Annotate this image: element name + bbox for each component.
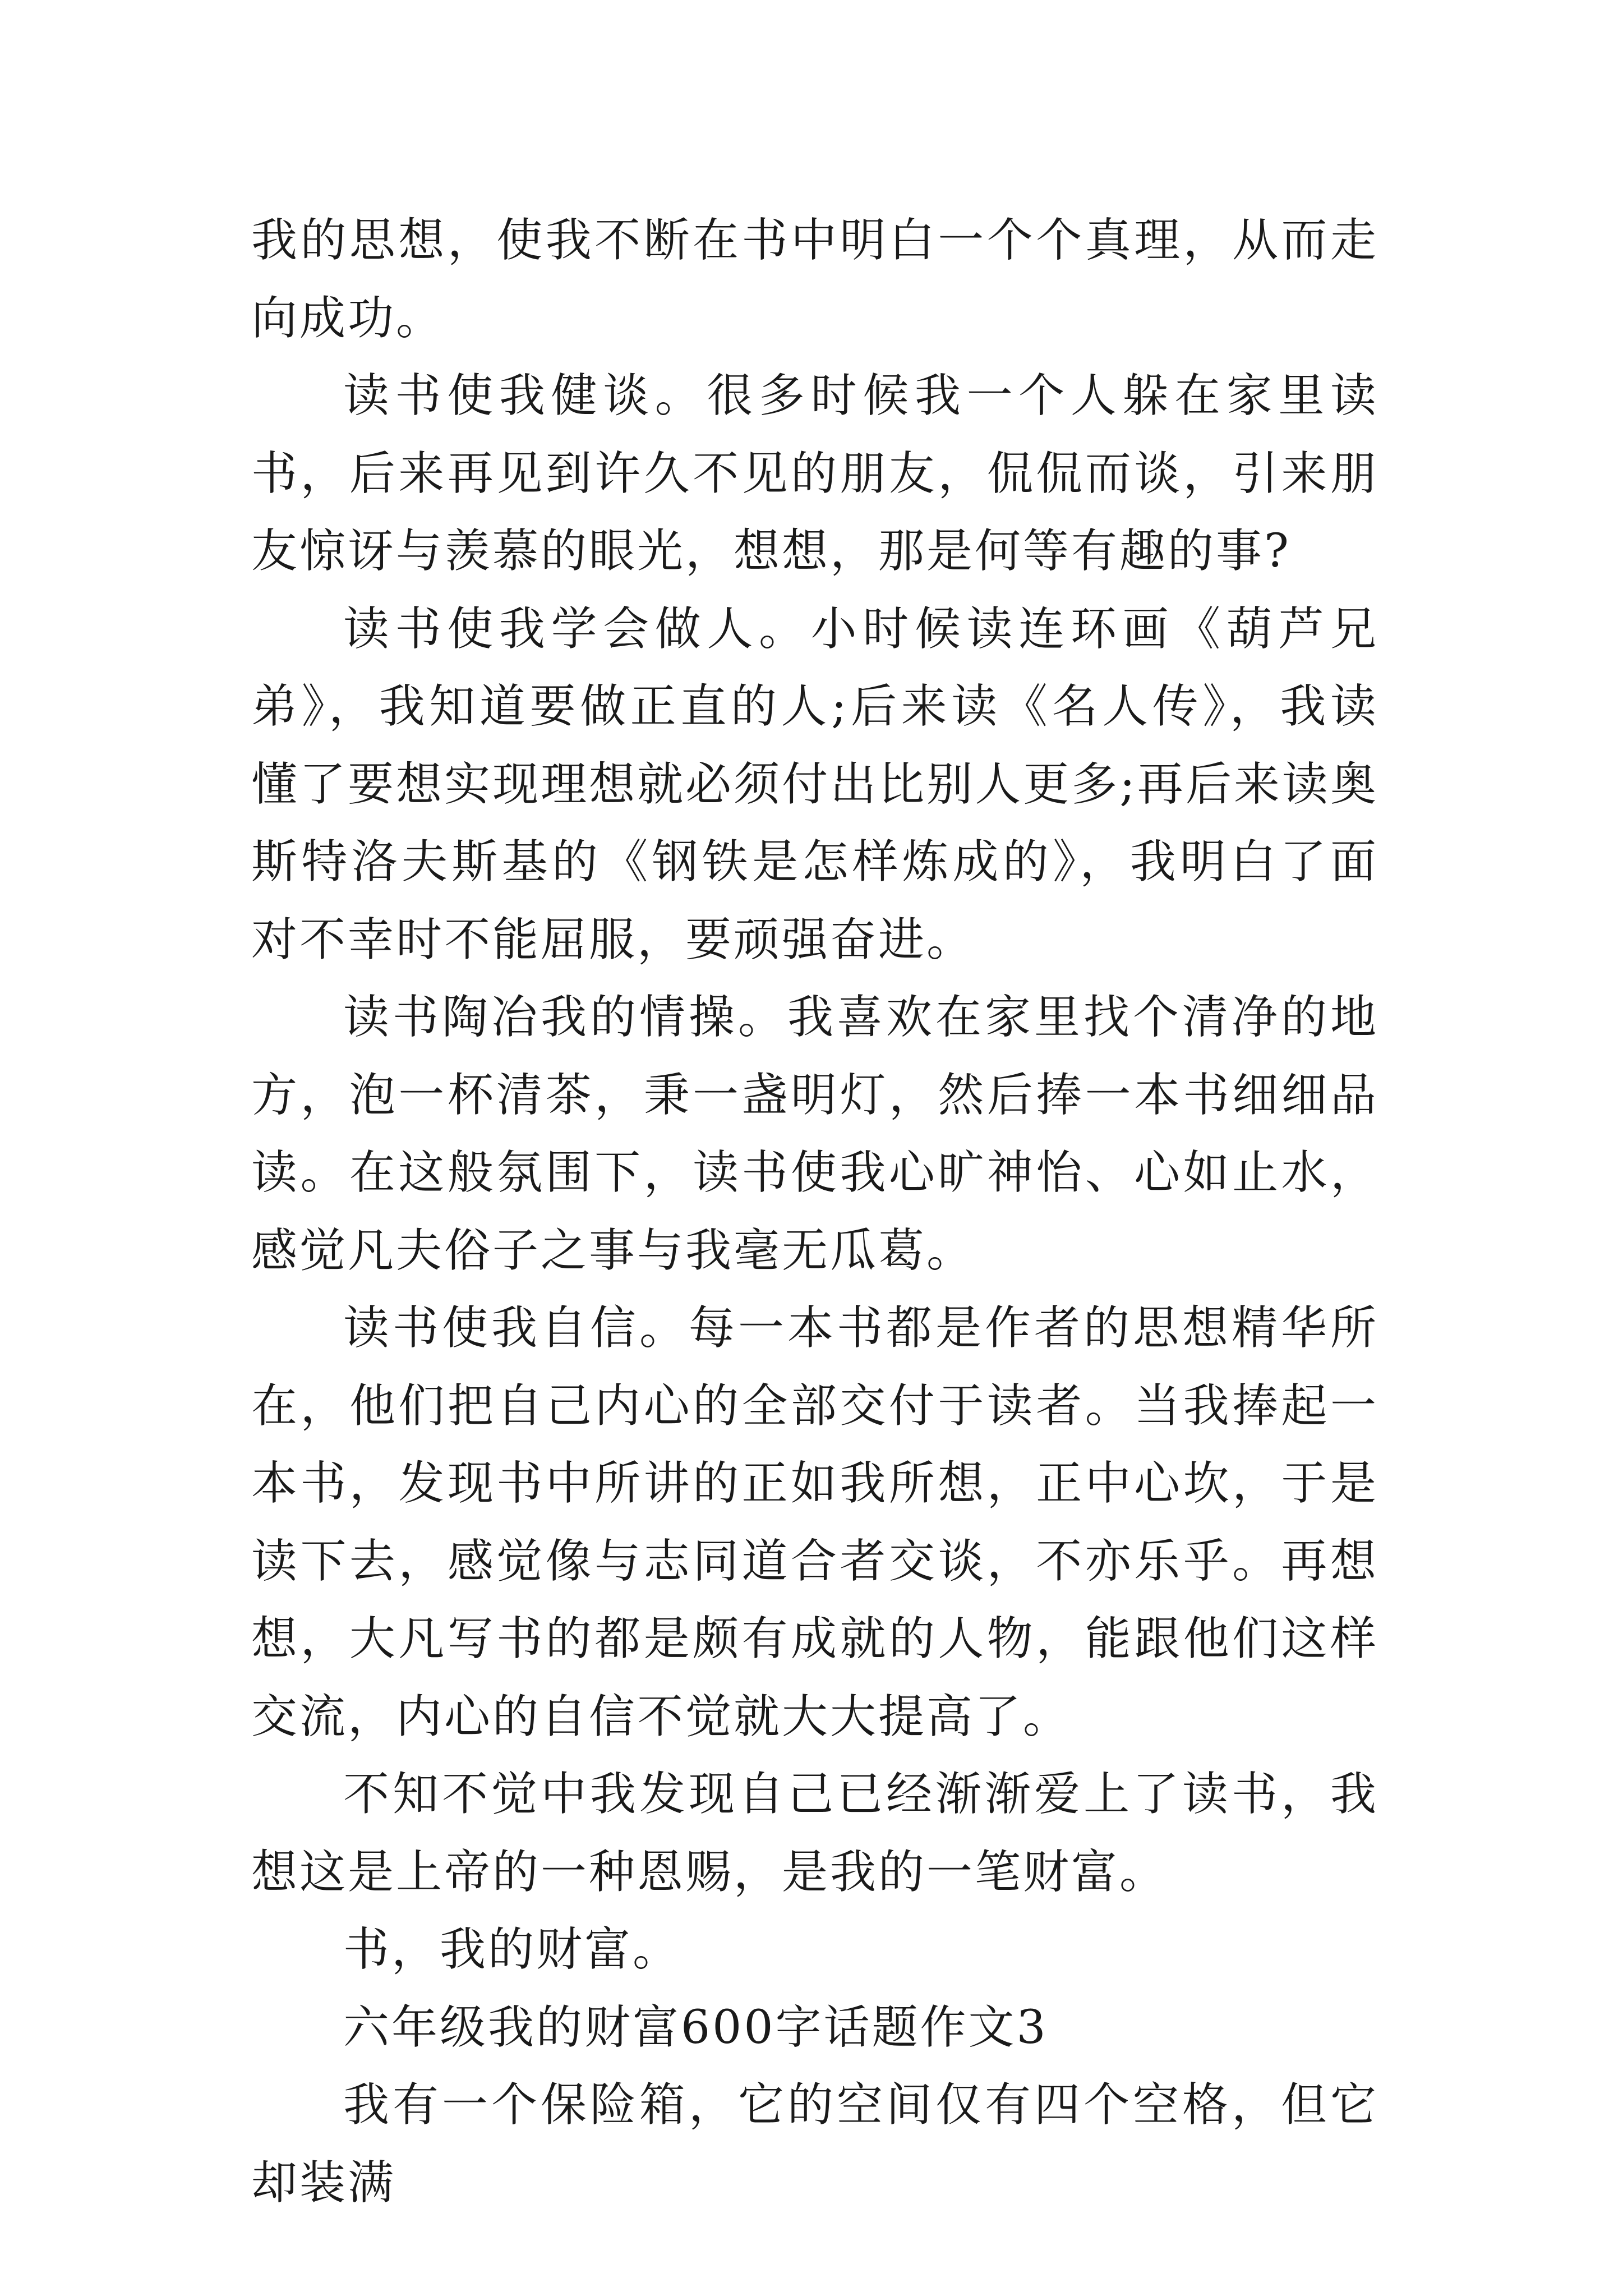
paragraph: 不知不觉中我发现自己已经渐渐爱上了读书，我想这是上帝的一种恩赐，是我的一笔财富。 xyxy=(251,1768,1378,1899)
paragraph: 我的思想，使我不断在书中明白一个个真理，从而走向成功。 xyxy=(251,214,1378,345)
paragraph: 读书使我学会做人。小时候读连环画《葫芦兄弟》，我知道要做正直的人;后来读《名人传》，我读懂了要想实现理想就必须付出比别人更多;再后来读奥斯特洛夫斯基的《钢铁是怎样炼成的》，我明白了面对不幸时不能屈服，要顽强奋进。 xyxy=(251,602,1378,967)
document-body xyxy=(251,202,1378,2222)
paragraph: 我有一个保险箱，它的空间仅有四个空格，但它却装满 xyxy=(251,2078,1378,2210)
paragraph: 读书陶冶我的情操。我喜欢在家里找个清净的地方，泡一杯清茶，秉一盏明灯，然后捧一本书细细品读。在这般氛围下，读书使我心旷神怡、心如止水，感觉凡夫俗子之事与我毫无瓜葛。 xyxy=(251,991,1378,1277)
paragraph: 读书使我自信。每一本书都是作者的思想精华所在，他们把自己内心的全部交付于读者。当我捧起一本书，发现书中所讲的正如我所想，正中心坎，于是读下去，感觉像与志同道合者交谈，不亦乐乎。再想想，大凡写书的都是颇有成就的人物，能跟他们这样交流，内心的自信不觉就大大提高了。 xyxy=(251,1301,1378,1743)
paragraph: 读书使我健谈。很多时候我一个人躲在家里读书，后来再见到许久不见的朋友，侃侃而谈，引来朋友惊讶与羡慕的眼光，想想，那是何等有趣的事? xyxy=(251,369,1378,578)
paragraph: 书，我的财富。 xyxy=(343,1923,681,1976)
section-heading: 六年级我的财富600字话题作文3 xyxy=(343,2000,1048,2054)
